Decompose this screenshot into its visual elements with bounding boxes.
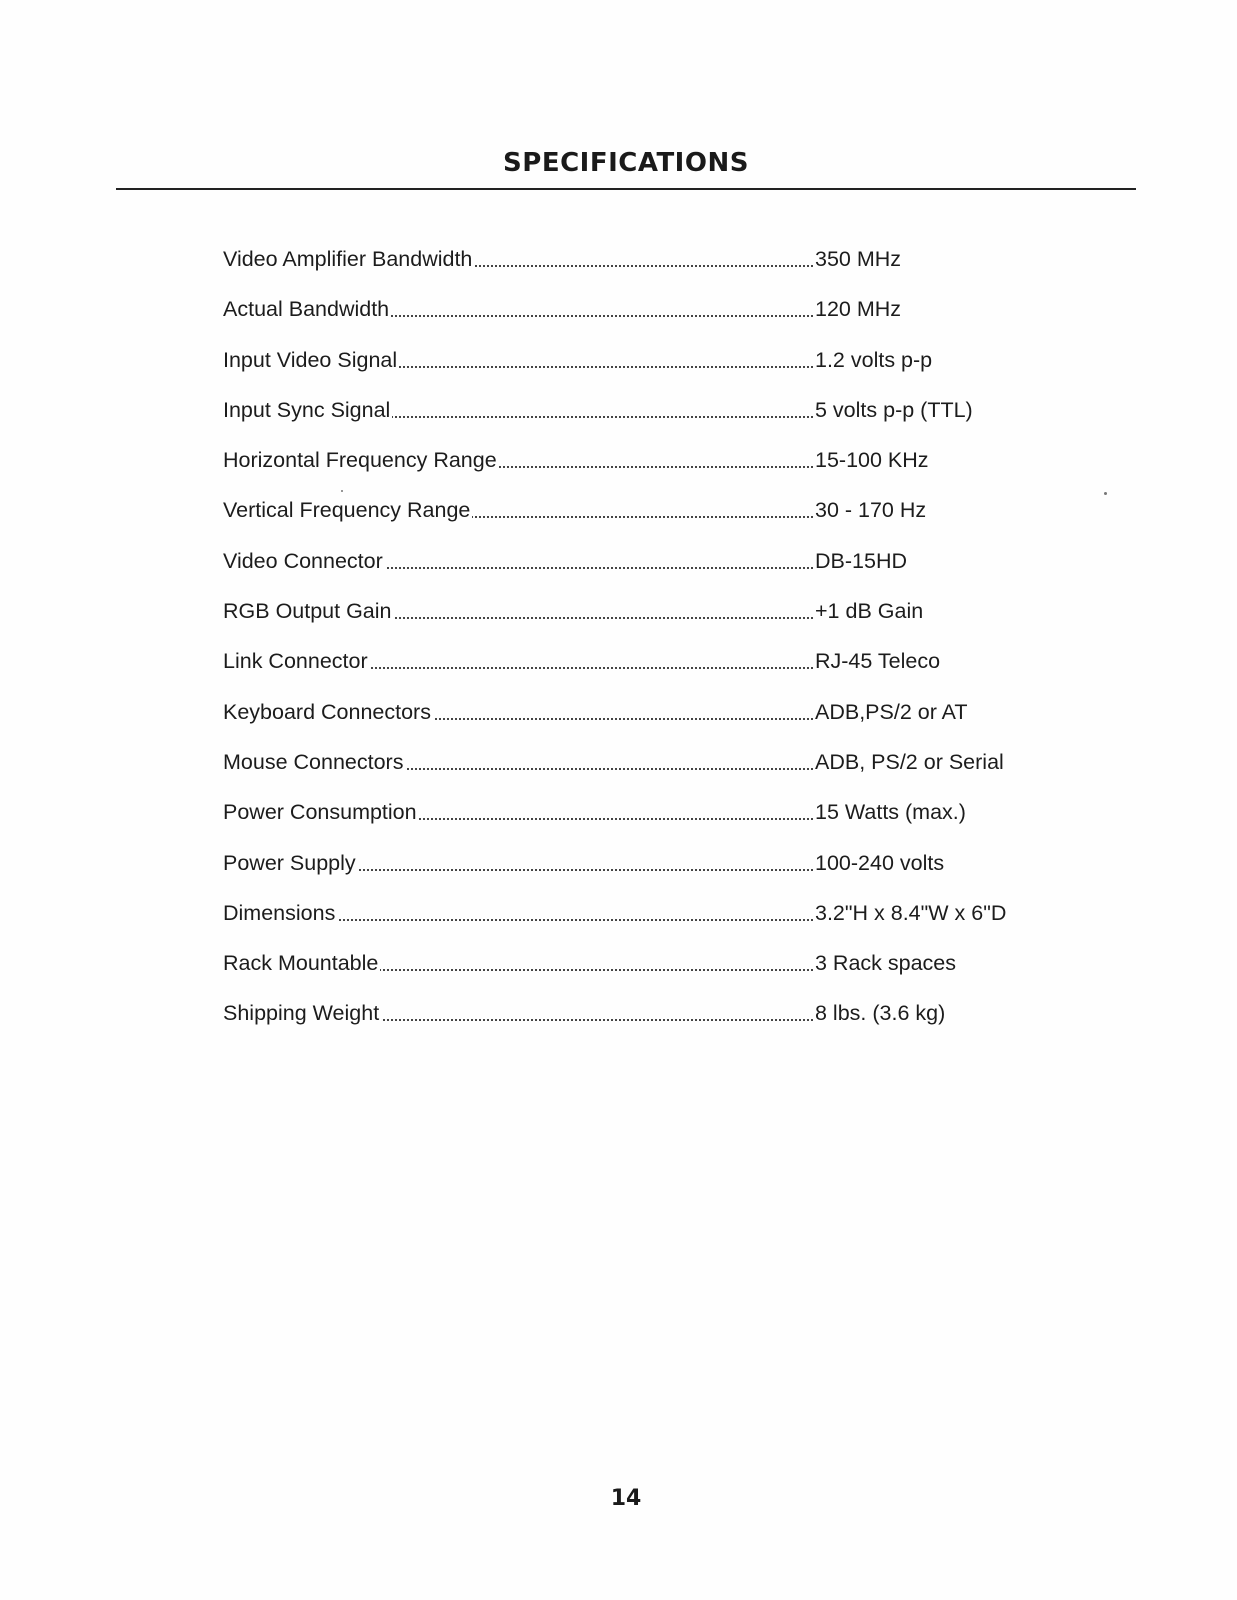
spec-value: 15-100 KHz xyxy=(815,448,929,473)
spec-label: Video Connector xyxy=(223,546,813,576)
spec-label: Video Amplifier Bandwidth xyxy=(223,244,813,274)
spec-label: Horizontal Frequency Range xyxy=(223,445,813,475)
spec-value: 3 Rack spaces xyxy=(815,951,957,976)
spec-row xyxy=(223,948,1043,998)
spec-row xyxy=(223,294,1043,344)
spec-row xyxy=(223,797,1043,847)
spec-value: DB-15HD xyxy=(815,548,907,573)
spec-row xyxy=(223,395,1043,445)
spec-value: RJ-45 Teleco xyxy=(815,649,941,674)
spec-row xyxy=(223,646,1043,696)
spec-value: 350 MHz xyxy=(815,247,902,271)
spec-label: Link Connector xyxy=(223,646,813,676)
spec-label: Actual Bandwidth xyxy=(223,294,813,324)
scan-speck xyxy=(1104,492,1107,495)
page-number: 14 xyxy=(610,1486,642,1511)
spec-row xyxy=(223,445,1043,495)
spec-row xyxy=(223,747,1043,797)
spec-value: +1 dB Gain xyxy=(815,599,924,624)
spec-row xyxy=(223,697,1043,747)
spec-label: Power Supply xyxy=(223,848,813,878)
spec-value: 30 - 170 Hz xyxy=(815,498,927,523)
page-title: SPECIFICATIONS xyxy=(503,148,749,178)
spec-label: Keyboard Connectors xyxy=(223,697,813,727)
title-divider xyxy=(116,188,1136,190)
specifications-list xyxy=(223,244,1043,1049)
spec-value: ADB, PS/2 or Serial xyxy=(815,749,1004,774)
spec-value: 8 lbs. (3.6 kg) xyxy=(815,1001,946,1026)
spec-row xyxy=(223,596,1043,646)
spec-row xyxy=(223,495,1043,545)
spec-value: 5 volts p-p (TTL) xyxy=(815,397,973,422)
spec-label: RGB Output Gain xyxy=(223,596,813,626)
spec-value: 15 Watts (max.) xyxy=(815,800,966,825)
spec-label: Shipping Weight xyxy=(223,998,813,1028)
spec-label: Input Video Signal xyxy=(223,345,813,375)
spec-label: Vertical Frequency Range xyxy=(223,495,813,525)
spec-row xyxy=(223,898,1043,948)
spec-row xyxy=(223,546,1043,596)
spec-value: 3.2"H x 8.4"W x 6"D xyxy=(815,900,1007,925)
scan-speck xyxy=(341,490,343,492)
spec-label: Dimensions xyxy=(223,898,813,928)
spec-value: 1.2 volts p-p xyxy=(815,347,933,372)
spec-value: 100-240 volts xyxy=(815,850,945,875)
spec-row xyxy=(223,998,1043,1048)
spec-label: Input Sync Signal xyxy=(223,395,813,425)
spec-value: ADB,PS/2 or AT xyxy=(815,699,968,724)
spec-label: Mouse Connectors xyxy=(223,747,813,777)
spec-label: Power Consumption xyxy=(223,797,813,827)
spec-label: Rack Mountable xyxy=(223,948,813,978)
spec-row xyxy=(223,345,1043,395)
spec-row xyxy=(223,848,1043,898)
spec-value: 120 MHz xyxy=(815,297,902,322)
spec-row xyxy=(223,244,1043,294)
